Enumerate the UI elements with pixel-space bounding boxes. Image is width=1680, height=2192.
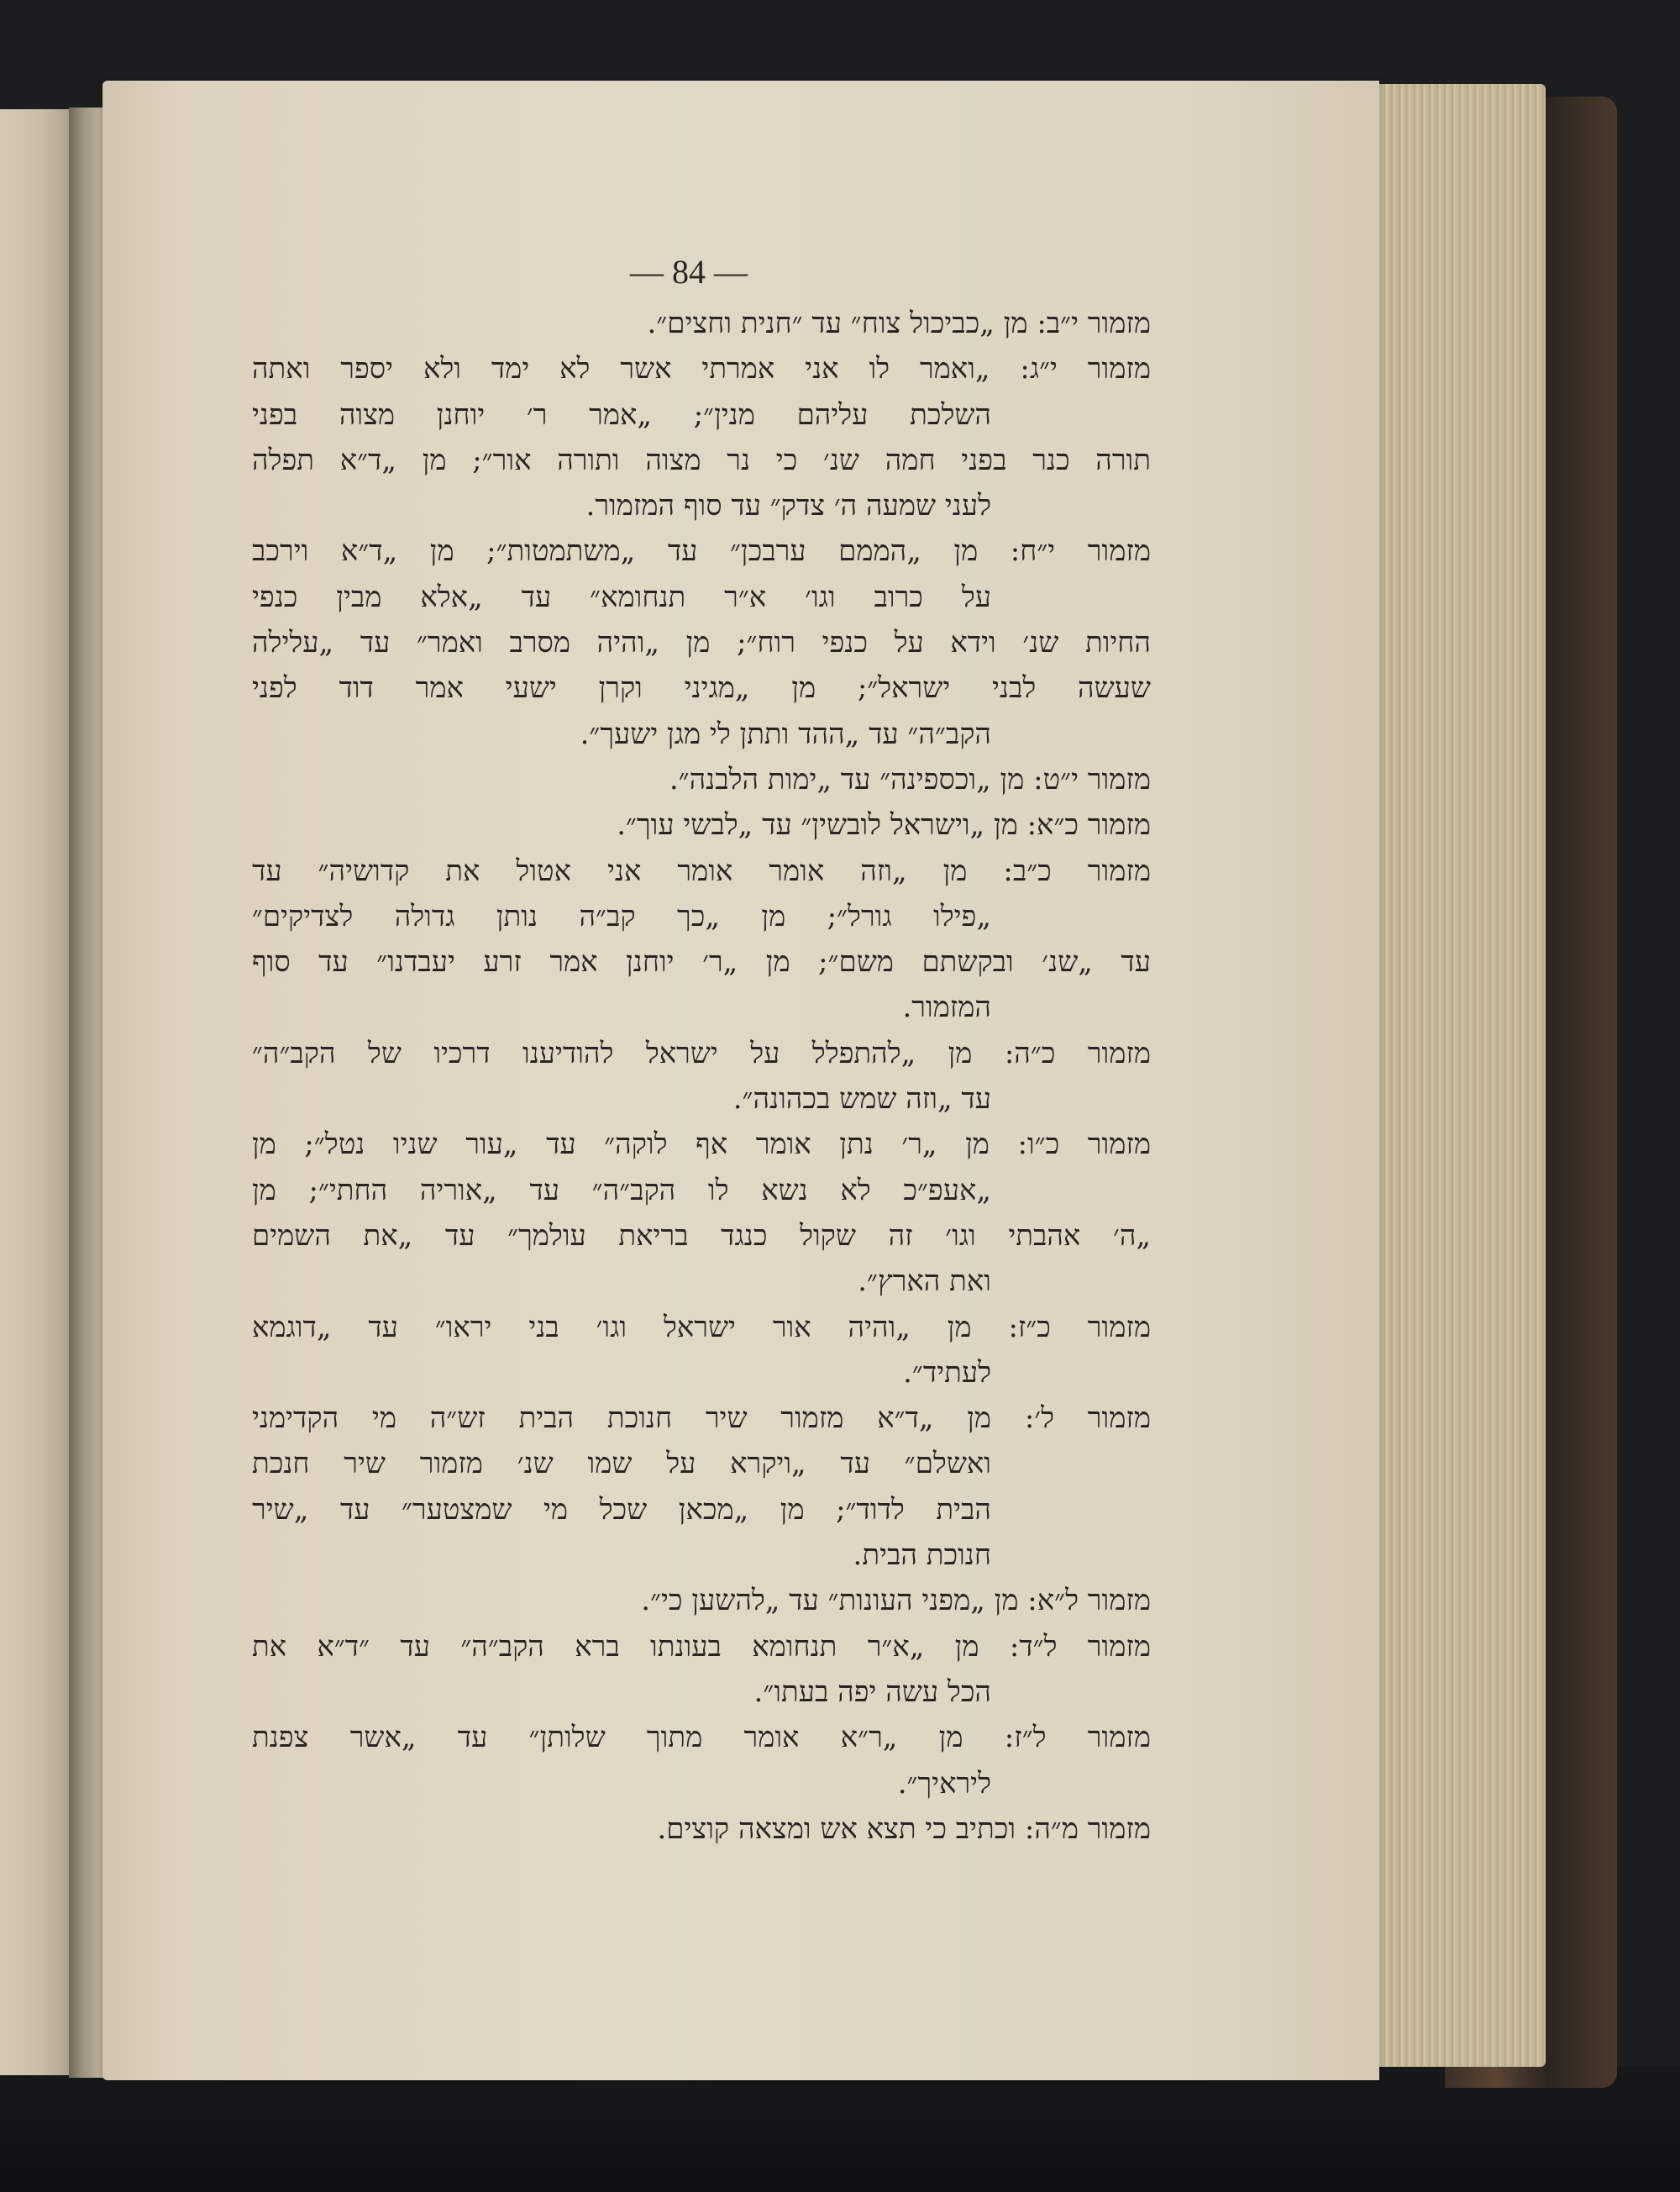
background-table xyxy=(0,2067,1680,2192)
text-line: „פילו גורל״; מן „כך קב״ה נותן גדולה לצדיקים״ xyxy=(252,899,991,933)
text-line: מזמור כ״ה: מן „להתפלל על ישראל להודיענו דרכיו של הקב״ה״ xyxy=(252,1036,1151,1070)
text-line: „ה׳ אהבתי וגו׳ זה שקול כנגד בריאת עולמך״ עד „את השמים xyxy=(252,1218,1151,1253)
text-line: מזמור ל״ז: מן „ר״א אומר מתוך שלותן״ עד „אשר צפנת xyxy=(252,1721,1151,1755)
text-line: תורה כנר בפני חמה שנ׳ כי נר מצוה ותורה אור״; מן „ד״א תפלה xyxy=(252,443,1151,477)
text-line: מזמור ל׳: מן „ד״א מזמור שיר חנוכת הבית זש״ה מי הקדימני xyxy=(252,1401,1151,1436)
text-line: ואשלם״ עד „ויקרא על שמו שנ׳ מזמור שיר חנכת xyxy=(252,1447,991,1481)
text-line: על כרוב וגו׳ א״ר תנחומא״ עד „אלא מבין כנפי xyxy=(252,580,991,614)
text-line: מזמור י״ט: מן „וכספינה״ עד „ימות הלבנה״. xyxy=(669,762,1151,796)
text-line: מזמור ל״ד: מן „א״ר תנחומא בעונתו ברא הקב״ה״ עד ״ד״א את xyxy=(252,1629,1151,1664)
text-line: שעשה לבני ישראל״; מן „מגיני וקרן ישעי אמר דוד לפני xyxy=(252,671,1151,706)
text-line: חנוכת הבית. xyxy=(853,1538,991,1573)
text-line: מזמור י״ח: מן „הממם ערבכן״ עד „משתמטות״; מן „ד״א וירכב xyxy=(252,534,1151,569)
text-line: הקב״ה״ עד „ההד ותתן לי מגן ישעך״. xyxy=(580,717,991,751)
text-line: „אעפ״כ לא נשא לו הקב״ה״ עד „אוריה החתי״; מן xyxy=(252,1173,991,1207)
text-line: החיות שנ׳ וידא על כנפי רוח״; מן „והיה מסרב ואמר״ עד „עלילה xyxy=(252,626,1151,660)
text-line: מזמור י״ג: „ואמר לו אני אמרתי אשר לא ימד ולא יספר ואתה xyxy=(252,352,1151,386)
text-line: מזמור מ״ה: וכתיב כי תצא אש ומצאה קוצים. xyxy=(657,1811,1151,1846)
text-line: עד „שנ׳ ובקשתם משם״; מן „ר׳ יוחנן אמר זרע יעבדנו״ עד סוף xyxy=(252,945,1151,980)
text-line: מזמור כ״ו: מן „ר׳ נתן אומר אף לוקה״ עד „עור שניו נטל״; מן xyxy=(252,1128,1151,1162)
left-page-edge xyxy=(0,109,76,2075)
text-line: ואת הארץ״. xyxy=(858,1264,991,1299)
page-text xyxy=(252,301,1151,1852)
text-line: מזמור ל״א: מן „מפני העונות״ עד „להשען כי״. xyxy=(641,1584,1151,1618)
text-line: המזמור. xyxy=(902,991,991,1025)
text-line: לעני שמעה ה׳ צדק״ עד סוף המזמור. xyxy=(585,489,991,523)
text-line: מזמור כ״א: מן „וישראל לובשין״ עד „לבשי עוך״. xyxy=(617,808,1151,843)
text-line: ליראיך״. xyxy=(897,1766,991,1800)
text-line: מזמור י״ב: מן „כביכול צוח״ עד ״חנית וחצים״. xyxy=(647,307,1151,340)
text-line: הבית לדוד״; מן „מכאן שכל מי שמצטער״ עד „שיר xyxy=(252,1492,991,1527)
page-number: — 84 — xyxy=(630,253,748,291)
text-line: מזמור כ״ב: מן „וזה אומר אומר אני אטול את קדושיה״ עד xyxy=(252,854,1151,888)
text-line: עד „וזה שמש בכהונה״. xyxy=(732,1082,991,1117)
text-line: הכל עשה יפה בעתו״. xyxy=(753,1674,991,1709)
text-line: השלכת עליהם מנין״; „אמר ר׳ יוחנן מצוה בפני xyxy=(252,397,991,432)
text-line: מזמור כ״ז: מן „והיה אור ישראל וגו׳ בני יראו״ עד „דוגמא xyxy=(252,1310,1151,1344)
text-line: לעתיד״. xyxy=(903,1355,991,1390)
